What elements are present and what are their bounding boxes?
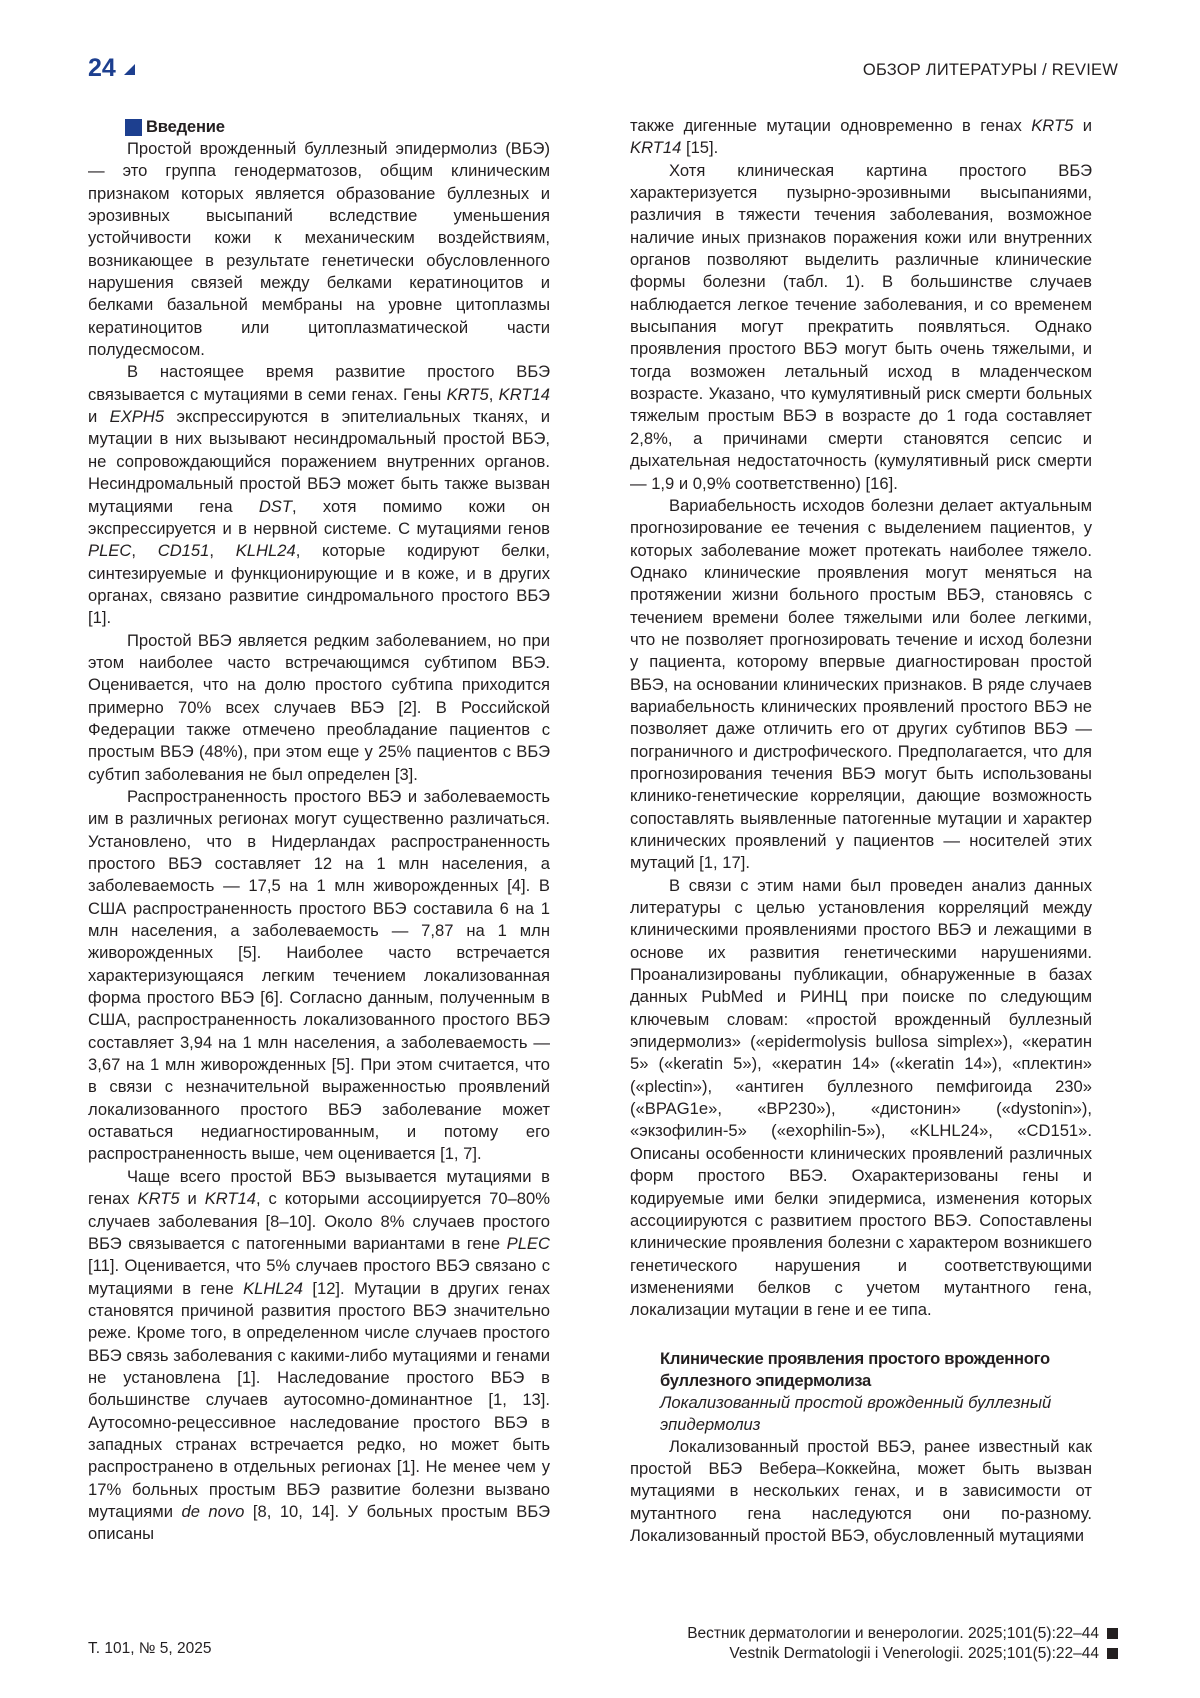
paragraph: Вариабельность исходов болезни делает актуальным прогнозирование ее течения с выделением пациентов, у которых заболевание может протекать наиболее тяжело. Однако клинические проявления могут меняться на протяжении жизни больного простым ВБЭ, становясь с течением времени более тяжелыми или более легкими, что не позволяет прогнозировать течение и исход болезни у пациента, которому впервые диагностирован простой ВБЭ, на основании клинических признаков. В ряде случаев вариабельность клинических проявлений простого ВБЭ не позволяет даже отличить его от других субтипов ВБЭ — пограничного и дистрофического. Предполагается, что для прогнозирования течения ВБЭ могут быть использованы клинико-генетические корреляции, дающие возможность сопоставлять выявленные патогенные мутации и характер клинических проявлений у пациентов — носителей этих мутаций [1, 17]. — [630, 495, 1092, 873]
paragraph: Чаще всего простой ВБЭ вызывается мутациями в генах KRT5 и KRT14, с которыми ассоциируется 70–80% случаев заболевания [8–10]. Около 8% случаев простого ВБЭ связывается с патогенными вариантами в гене PLEC [11]. Оценивается, что 5% случаев простого ВБЭ связано с мутациями в гене KLHL24 [12]. Мутации в других генах становятся причиной развития простого ВБЭ значительно реже. Кроме того, в определенном числе случаев простого ВБЭ связь заболевания с какими-либо мутациями и генами не установлена [1]. Наследование простого ВБЭ в большинстве случаев аутосомно-доминантное [1, 13]. Аутосомно-рецессивное наследование простого ВБЭ в западных странах встречается редко, но может быть распространено в отдельных регионах [1]. Не менее чем у 17% больных простым ВБЭ развитие болезни вызвано мутациями de novo [8, 10, 14]. У больных простым ВБЭ описаны — [88, 1166, 551, 1544]
paragraph: В связи с этим нами был проведен анализ данных литературы с целью установления корреляций между клиническими проявлениями простого ВБЭ и лежащими в основе их развития генетическими нарушениями. Проанализированы публикации, обнаруженные в базах данных PubMed и РИНЦ при поиске по следующим ключевым словам: «простой врожденный буллезный эпидермолиз» («epidermolysis bullosa simplex»), «кератин 5» («keratin 5»), «кератин 14» («keratin 14»), «плектин» («plectin»), «антиген буллезного пемфигоида 230» («BPAG1e», «BP230»), «дистонин» («dystonin»), «экзофилин-5» («exophilin-5»), «KLHL24», «CD151». Описаны особенности клинических проявлений различных форм простого ВБЭ. Охарактеризованы гены и кодируемые ими белки эпидермиса, изменения которых ассоциируются с развитием простого ВБЭ. Сопоставлены клинические проявления болезни с характером возникшего генетического нарушения и соответствующими изменениями белков с учетом мутантного гена, локализации мутации в гене и ее типа. — [630, 875, 1092, 1320]
paragraph: Распространенность простого ВБЭ и заболеваемость им в различных регионах могут существенно различаться. Установлено, что в Нидерландах распространенность простого ВБЭ составляет 12 на 1 млн населения, а заболеваемость — 17,5 на 1 млн живорожденных [4]. В США распространенность простого ВБЭ составила 6 на 1 млн населения, а заболеваемость — 7,87 на 1 млн живорожденных [5]. Наиболее часто встречается характеризующаяся легким течением локализованная форма простого ВБЭ [6]. Согласно данным, полученным в США, распространенность локализованного простого ВБЭ составляет 3,94 на 1 млн населения, а заболеваемость — 3,67 на 1 млн живорожденных [5]. При этом считается, что в связи с незначительной выраженностью проявлений локализованного простого ВБЭ заболевание может оставаться недиагностированным, и потому его распространенность выше, чем оценивается [1, 7]. — [88, 786, 550, 1164]
paragraph: Простой врожденный буллезный эпидермолиз (ВБЭ) — это группа генодерматозов, общим клиническим признаком которых является образование буллезных и эрозивных высыпаний вследствие уменьшения устойчивости кожи к механическим воздействиям, возникающее в результате генетически обусловленного нарушения связей между белками кератиноцитов и белками базальной мембраны на уровне цитоплазмы кератиноцитов или цитоплазматической части полудесмосом. — [88, 139, 550, 360]
footer-citation — [687, 1624, 1118, 1664]
paragraph: Локализованный простой ВБЭ, ранее известный как простой ВБЭ Вебера–Коккейна, может быть вызван мутациями в нескольких генах, и в зависимости от мутантного гена наследуются они по-разному. Локализованный простой ВБЭ, обусловленный мутациями — [630, 1436, 1092, 1545]
footer-volume: Т. 101, № 5, 2025 — [88, 1640, 212, 1657]
intro-heading-text: Введение — [146, 117, 225, 136]
citation-ru-line — [687, 1624, 1118, 1644]
citation-ru: Вестник дерматологии и венерологии. 2025;101(5):22–44 — [687, 1625, 1099, 1642]
intro-heading — [125, 116, 550, 138]
citation-en-line — [687, 1644, 1118, 1664]
square-bullet-icon — [1107, 1628, 1118, 1639]
clinical-subheading — [660, 1348, 1092, 1436]
paragraph: Простой ВБЭ является редким заболеванием, но при этом наиболее часто встречающимся субтипом ВБЭ. Оценивается, что на долю простого субтипа приходится примерно 70% всех случаев ВБЭ [2]. В Российской Федерации также отмечено преобладание пациентов с простым ВБЭ (48%), при этом еще у 25% пациентов с ВБЭ субтип заболевания не был определен [3]. — [88, 630, 550, 784]
square-bullet-icon — [1107, 1648, 1118, 1659]
page-number: 24 — [88, 54, 116, 82]
paragraph: Хотя клиническая картина простого ВБЭ характеризуется пузырно-эрозивными высыпаниями, различия в тяжести течения заболевания, возможное наличие иных признаков поражения кожи или внутренних органов позволяют выделить различные клинические формы болезни (табл. 1). В большинстве случаев наблюдается легкое течение заболевания, и со временем высыпания могут прекратить появляться. Однако проявления простого ВБЭ могут быть очень тяжелыми, и тогда возможен летальный исход в младенческом возрасте. Указано, что кумулятивный риск смерти больных тяжелым простым ВБЭ в возрасте до 1 года составляет 2,8%, а причинами смерти становятся сепсис и дыхательная недостаточность (кумулятивный риск смерти — 1,9 и 0,9% соответственно) [16]. — [630, 160, 1092, 493]
paragraph: В настоящее время развитие простого ВБЭ связывается с мутациями в семи генах. Гены KRT5, KRT14 и EXPH5 экспрессируются в эпителиальных тканях, и мутации в них вызывают несиндромальный простой ВБЭ, не сопровождающийся поражением внутренних органов. Несиндромальный простой ВБЭ может быть также вызван мутациями гена DST, хотя помимо кожи он экспрессируется и в нервной системе. С мутациями генов PLEC, CD151, KLHL24, которые кодируют белки, синтезируемые и функционирующие и в коже, и в других органах, связано развитие синдромального простого ВБЭ [1]. — [88, 362, 551, 628]
heading-square-icon — [125, 119, 142, 136]
subheading-italic: Локализованный простой врожденный буллезный эпидермолиз — [660, 1392, 1052, 1434]
paragraph: также дигенные мутации одновременно в генах KRT5 и KRT14 [15]. — [630, 116, 1092, 158]
section-header: ОБЗОР ЛИТЕРАТУРЫ / REVIEW — [862, 61, 1118, 79]
page-number-marker — [124, 64, 135, 75]
left-column — [88, 116, 550, 1546]
right-column — [630, 115, 1092, 1547]
subheading-bold: Клинические проявления простого врожденного буллезного эпидермолиза — [660, 1348, 1050, 1390]
citation-en: Vestnik Dermatologii i Venerologii. 2025;101(5):22–44 — [729, 1645, 1099, 1662]
